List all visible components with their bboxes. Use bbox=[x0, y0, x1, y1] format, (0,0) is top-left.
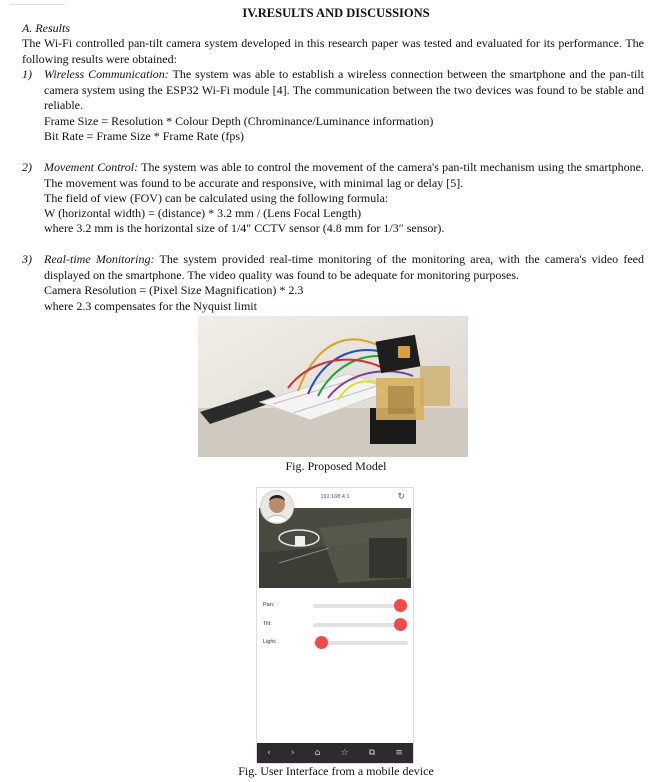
forward-icon[interactable]: › bbox=[290, 748, 295, 758]
tilt-label: Tilt: bbox=[263, 621, 272, 627]
item-number: 1) bbox=[22, 67, 32, 81]
light-slider-thumb[interactable] bbox=[315, 636, 328, 649]
item-number: 2) bbox=[22, 160, 32, 174]
figure-caption-ui: Fig. User Interface from a mobile device bbox=[238, 764, 434, 778]
fov-intro: The field of view (FOV) can be calculated using the following formula: bbox=[44, 191, 389, 205]
browser-nav-bar bbox=[257, 743, 413, 763]
formula-frame-size: Frame Size = Resolution * Colour Depth (Chrominance/Luminance information) bbox=[44, 114, 434, 128]
avatar bbox=[260, 490, 294, 524]
formula-bit-rate: Bit Rate = Frame Size * Frame Rate (fps) bbox=[44, 129, 245, 143]
ip-address: 192.168.4.1 bbox=[320, 494, 350, 500]
header-logo-strip bbox=[10, 0, 65, 5]
formula-camera-resolution: Camera Resolution = (Pixel Size Magnification) * 2.3 bbox=[44, 283, 304, 297]
tilt-slider[interactable] bbox=[313, 623, 408, 627]
formula-fov: W (horizontal width) = (distance) * 3.2 mm / (Lens Focal Length) bbox=[44, 206, 362, 220]
pan-label: Pan: bbox=[263, 602, 275, 608]
nyquist-note: where 2.3 compensates for the Nyquist limit bbox=[44, 299, 257, 313]
item-number: 3) bbox=[22, 252, 32, 266]
intro-paragraph: The Wi-Fi controlled pan-tilt camera system developed in this research paper was tested and evaluated for its performance. The following results were obtained: bbox=[22, 36, 644, 66]
item-paragraph: Wireless Communication: The system was able to establish a wireless connection between the smartphone and the pan-tilt camera system using the ESP32 Wi-Fi module [4]. The communication between the two devices was found to be stable and reliable. bbox=[44, 67, 644, 112]
home-icon[interactable]: ⌂ bbox=[314, 748, 321, 758]
refresh-icon[interactable]: ↻ bbox=[397, 491, 405, 501]
mobile-ui-screenshot bbox=[256, 487, 414, 764]
menu-icon[interactable]: ≡ bbox=[395, 748, 403, 758]
figure-caption-model: Fig. Proposed Model bbox=[285, 459, 387, 473]
proposed-model-photo bbox=[198, 316, 468, 457]
back-icon[interactable]: ‹ bbox=[267, 748, 271, 758]
light-slider[interactable] bbox=[313, 641, 408, 645]
pan-slider[interactable] bbox=[313, 604, 408, 608]
item-paragraph: Real-time Monitoring: The system provided real-time monitoring of the monitoring area, with the camera's video feed displayed on the smartphone. The video quality was found to be adequate for monitoring purposes. bbox=[44, 252, 644, 282]
star-icon[interactable]: ☆ bbox=[340, 748, 349, 758]
fov-note: where 3.2 mm is the horizontal size of 1/4″ CCTV sensor (4.8 mm for 1/3″ sensor). bbox=[44, 221, 445, 235]
item-paragraph: Movement Control: The system was able to control the movement of the camera's pan-tilt mechanism using the smartphone. The movement was found to be accurate and responsive, with minimal lag or delay [5]. bbox=[44, 160, 644, 190]
tilt-slider-thumb[interactable] bbox=[394, 618, 407, 631]
subsection-heading: A. Results bbox=[22, 21, 70, 35]
light-label: Light: bbox=[263, 639, 277, 645]
tabs-icon[interactable]: ⧉ bbox=[368, 748, 376, 758]
pan-slider-thumb[interactable] bbox=[394, 599, 407, 612]
section-title: IV.RESULTS AND DISCUSSIONS bbox=[242, 6, 430, 20]
